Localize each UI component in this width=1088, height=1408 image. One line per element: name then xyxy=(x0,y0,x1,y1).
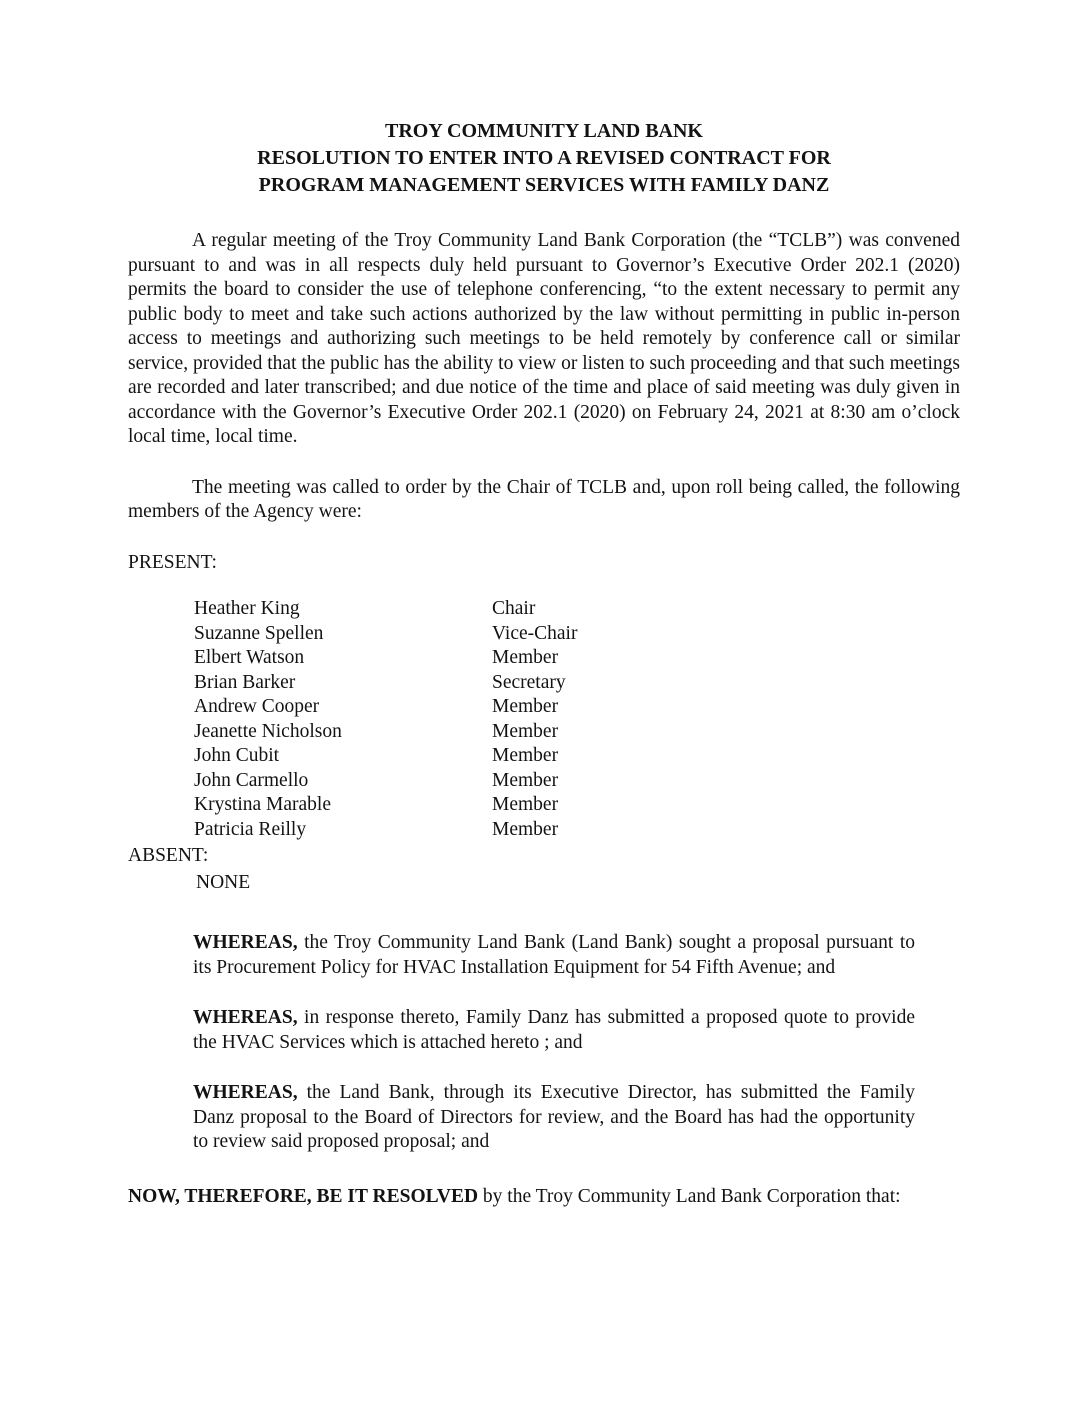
members-list xyxy=(194,597,960,842)
member-role: Vice-Chair xyxy=(492,622,578,644)
member-role: Member xyxy=(492,769,559,791)
whereas-clause-2 xyxy=(193,1006,915,1055)
title-line-3: PROGRAM MANAGEMENT SERVICES WITH FAMILY DANZ xyxy=(258,174,830,196)
resolved-clause xyxy=(128,1185,960,1210)
member-name: Elbert Watson xyxy=(194,647,305,668)
member-role: Member xyxy=(492,696,559,717)
member-name: Suzanne Spellen xyxy=(194,622,324,644)
member-name: Heather King xyxy=(194,598,300,619)
member-row xyxy=(194,597,960,622)
resolved-text: by the Troy Community Land Bank Corporation that: xyxy=(478,1185,901,1207)
member-row xyxy=(194,818,960,843)
member-name: Patricia Reilly xyxy=(194,818,307,840)
member-name: Brian Barker xyxy=(194,671,296,693)
member-row xyxy=(194,744,960,769)
member-role: Member xyxy=(492,720,559,742)
whereas-lead: WHEREAS, xyxy=(193,1007,298,1028)
member-name: John Carmello xyxy=(194,769,309,791)
whereas-text: the Troy Community Land Bank (Land Bank) sought a proposal pursuant to its Procurement Policy for HVAC Installation Equipment for 54 Fifth Avenue; and xyxy=(193,932,915,978)
member-name: John Cubit xyxy=(194,745,280,766)
absent-label: ABSENT: xyxy=(128,845,209,866)
member-row xyxy=(194,793,960,818)
member-row xyxy=(194,671,960,696)
opening-paragraph: A regular meeting of the Troy Community Land Bank Corporation (the “TCLB”) was convened pursuant to and was in all respects duly held pursuant to Governor’s Executive Order 202.1 (2020) permits the board to consider the use of telephone conferencing, “to the extent necessary to permit any public body to meet and take such actions authorized by the law without permitting in public in-person access to meetings and authorizing such meetings to be held remotely by conference call or similar service, provided that the public has the ability to view or listen to such proceeding and that such meetings are recorded and later transcribed; and due notice of the time and place of said meeting was duly given in accordance with the Governor’s Executive Order 202.1 (2020) on February 24, 2021 at 8:30 am o’clock local time, local time. xyxy=(128,230,960,447)
title-line-1: TROY COMMUNITY LAND BANK xyxy=(385,120,703,142)
member-role: Member xyxy=(492,745,559,766)
title-line-2: RESOLUTION TO ENTER INTO A REVISED CONTRACT FOR xyxy=(257,147,831,169)
member-role: Member xyxy=(492,818,559,840)
member-role: Secretary xyxy=(492,671,566,693)
whereas-text: the Land Bank, through its Executive Director, has submitted the Family Danz proposal to the Board of Directors for review, and the Board has had the opportunity to review said proposed proposal; and xyxy=(193,1082,915,1152)
member-name: Jeanette Nicholson xyxy=(194,720,342,742)
member-row xyxy=(194,622,960,647)
member-role: Chair xyxy=(492,598,536,619)
member-row xyxy=(194,720,960,745)
member-row xyxy=(194,646,960,671)
document-title xyxy=(128,118,960,199)
member-role: Member xyxy=(492,647,559,668)
roll-call-paragraph: The meeting was called to order by the Chair of TCLB and, upon roll being called, the following members of the Agency were: xyxy=(128,476,960,522)
member-name: Krystina Marable xyxy=(194,794,331,815)
member-row xyxy=(194,695,960,720)
resolved-lead: NOW, THEREFORE, BE IT RESOLVED xyxy=(128,1185,479,1207)
present-label: PRESENT: xyxy=(128,551,217,573)
whereas-clause-1 xyxy=(193,931,915,980)
whereas-clause-3 xyxy=(193,1081,915,1155)
whereas-lead: WHEREAS, xyxy=(193,932,298,953)
whereas-lead: WHEREAS, xyxy=(193,1082,298,1103)
member-name: Andrew Cooper xyxy=(194,696,320,717)
whereas-text: in response thereto, Family Danz has submitted a proposed quote to provide the HVAC Services which is attached hereto ; and xyxy=(193,1007,915,1053)
absent-value: NONE xyxy=(196,871,251,893)
member-row xyxy=(194,769,960,794)
member-role: Member xyxy=(492,794,559,815)
